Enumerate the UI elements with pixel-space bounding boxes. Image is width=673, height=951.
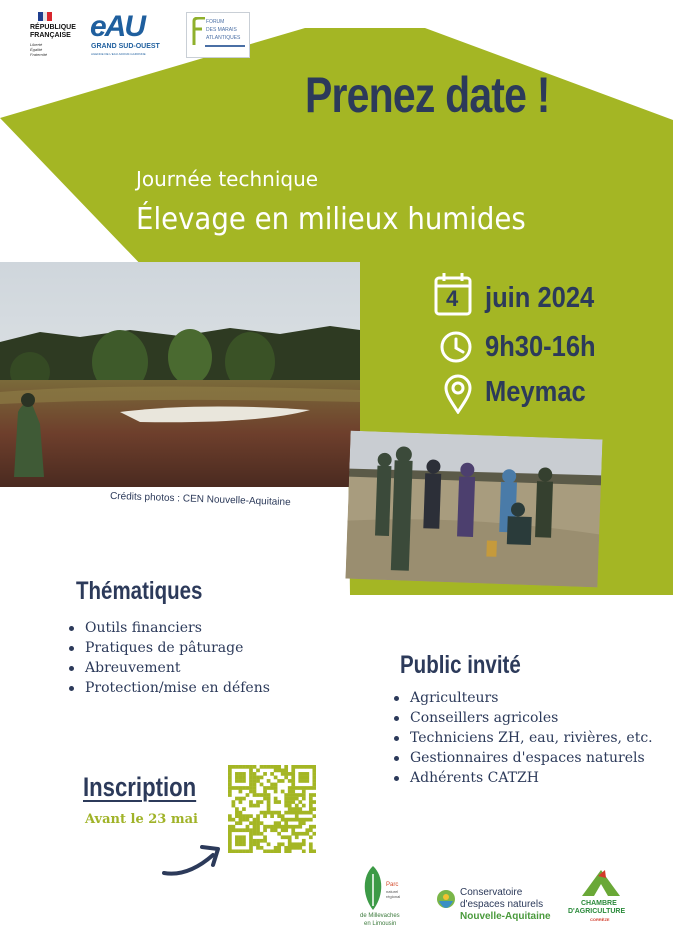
heathland-sheep-photo — [0, 262, 360, 487]
public-list — [393, 688, 653, 788]
page-title: Prenez date ! — [305, 67, 550, 123]
motto-line2: Égalité — [30, 47, 43, 52]
inscription-title[interactable]: Inscription — [83, 772, 197, 802]
event-date: juin 2024 — [485, 282, 595, 314]
event-time: 9h30-16h — [485, 331, 596, 363]
conservatoire-logo — [435, 887, 565, 927]
conservatoire-emblem-icon — [435, 889, 457, 915]
inscription-qr-code[interactable] — [228, 765, 316, 853]
event-subtitle: Journée technique — [136, 167, 319, 191]
public-title: Public invité — [400, 651, 521, 679]
forum-line1: FORUM — [206, 19, 225, 25]
photo-credits: Crédits photos : CEN Nouvelle-Aquitaine — [109, 490, 291, 509]
parc-line4: de Millevaches — [360, 913, 400, 919]
event-day: 4 — [446, 286, 459, 311]
event-title: Élevage en milieux humides — [136, 202, 526, 237]
list-item: Techniciens ZH, eau, rivières, etc. — [393, 728, 653, 748]
clock-icon — [439, 330, 473, 364]
list-item: Protection/mise en défens — [68, 678, 270, 698]
motto-line1: Liberté — [30, 42, 43, 47]
parc-line2: naturel — [386, 889, 399, 894]
list-item: Abreuvement — [68, 658, 270, 678]
event-place: Meymac — [485, 376, 586, 408]
chambre-line2: D'AGRICULTURE — [568, 908, 626, 915]
thematiques-list — [68, 618, 270, 698]
list-item: Gestionnaires d'espaces naturels — [393, 748, 653, 768]
list-item: Agriculteurs — [393, 688, 653, 708]
republique-francaise-logo — [30, 12, 90, 62]
eau-wordmark: eAU — [90, 10, 145, 43]
marianne-flag-icon — [38, 12, 52, 21]
parc-line5: en Limousin — [364, 921, 397, 927]
eau-agency: AGENCE DE L'EAU ADOUR-GARONNE — [91, 52, 146, 56]
thematiques-title: Thématiques — [76, 577, 203, 605]
conservatoire-line2: d'espaces naturels — [460, 899, 544, 910]
field-group-photo — [345, 431, 602, 588]
parc-leaf-icon — [360, 864, 386, 912]
chambre-agriculture-logo — [568, 864, 634, 930]
curved-arrow-icon — [158, 835, 228, 880]
forum-marais-atlantiques-logo — [186, 12, 250, 58]
parc-line3: régional — [386, 894, 401, 899]
list-item: Pratiques de pâturage — [68, 638, 270, 658]
location-pin-icon — [444, 374, 472, 414]
conservatoire-line1: Conservatoire — [460, 887, 523, 898]
forum-line3: ATLANTIQUES — [206, 35, 241, 41]
list-item: Conseillers agricoles — [393, 708, 653, 728]
chambre-line1: CHAMBRE — [581, 900, 617, 907]
chambre-line3: CORRÈZE — [590, 917, 610, 922]
republique-line1: RÉPUBLIQUE — [30, 24, 76, 31]
chambre-emblem-icon — [580, 866, 622, 898]
parc-millevaches-logo — [358, 862, 408, 932]
forum-line2: DES MARAIS — [206, 27, 237, 33]
inscription-deadline: Avant le 23 mai — [85, 812, 198, 827]
eau-region: GRAND SUD-OUEST — [91, 43, 160, 50]
list-item: Adhérents CATZH — [393, 768, 653, 788]
list-item: Outils financiers — [68, 618, 270, 638]
conservatoire-line3: Nouvelle-Aquitaine — [460, 911, 551, 922]
parc-line1: Parc — [386, 882, 399, 888]
motto-line3: Fraternité — [30, 52, 48, 57]
eau-grand-sud-ouest-logo — [90, 10, 165, 58]
republique-line2: FRANÇAISE — [30, 32, 71, 39]
